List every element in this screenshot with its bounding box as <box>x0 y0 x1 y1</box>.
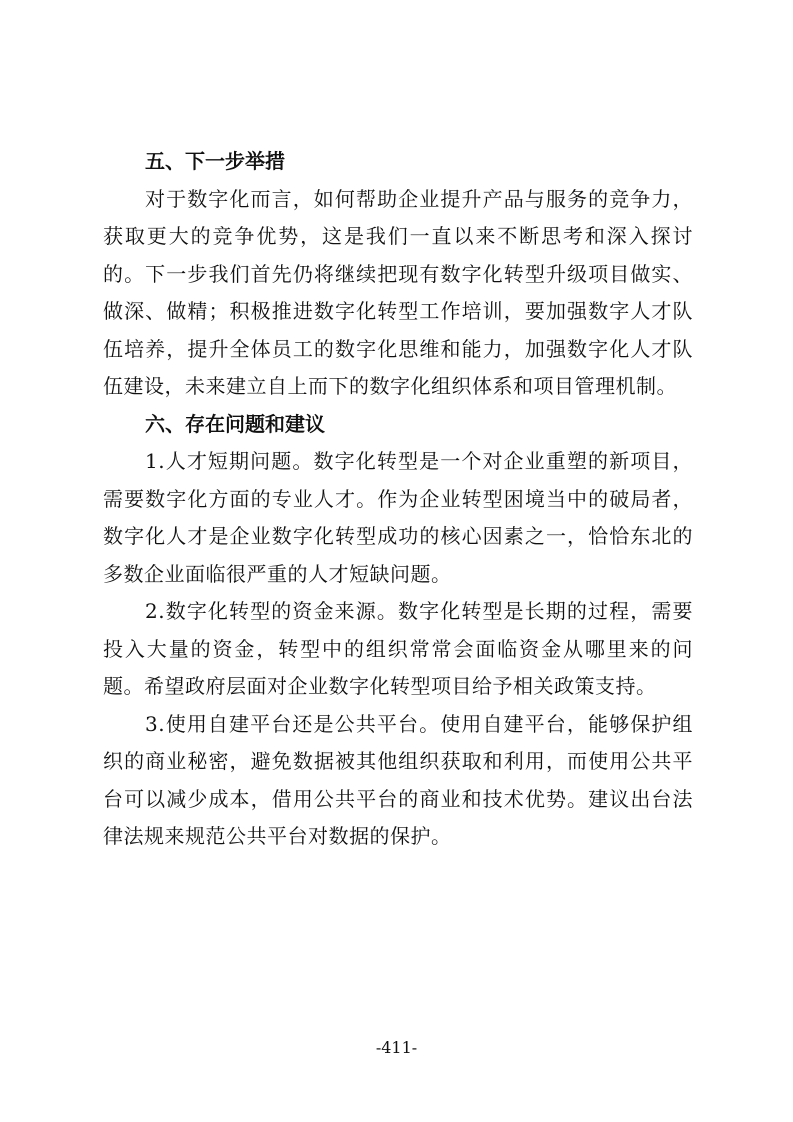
paragraph-next-steps: 对于数字化而言，如何帮助企业提升产品与服务的竞争力，获取更大的竞争优势，这是我们一直以来不断思考和深入探讨的。下一步我们首先仍将继续把现有数字化转型升级项目做实、做深、做精；积极推进数字化转型工作培训，要加强数字人才队伍培养，提升全体员工的数字化思维和能力，加强数字化人才队伍建设，未来建立自上而下的数字化组织体系和项目管理机制。 <box>103 186 693 398</box>
paragraph-funding-source: 2.数字化转型的资金来源。数字化转型是长期的过程，需要投入大量的资金，转型中的组织常常会面临资金从哪里来的问题。希望政府层面对企业数字化转型项目给予相关政策支持。 <box>103 599 693 698</box>
page-number: -411- <box>375 1038 418 1057</box>
paragraph-talent-shortage: 1.人才短期问题。数字化转型是一个对企业重塑的新项目，需要数字化方面的专业人才。作为企业转型困境当中的破局者，数字化人才是企业数字化转型成功的核心因素之一，恰恰东北的多数企业面临很严重的人才短缺问题。 <box>103 449 693 586</box>
section-heading-issues-suggestions: 六、存在问题和建议 <box>145 411 325 436</box>
section-heading-next-steps: 五、下一步举措 <box>145 149 285 173</box>
paragraph-platform-choice: 3.使用自建平台还是公共平台。使用自建平台，能够保护组织的商业秘密，避免数据被其他组织获取和利用，而使用公共平台可以减少成本，借用公共平台的商业和技术优势。建议出台法律法规来规范公共平台对数据的保护。 <box>103 711 693 848</box>
document-body <box>103 143 693 856</box>
